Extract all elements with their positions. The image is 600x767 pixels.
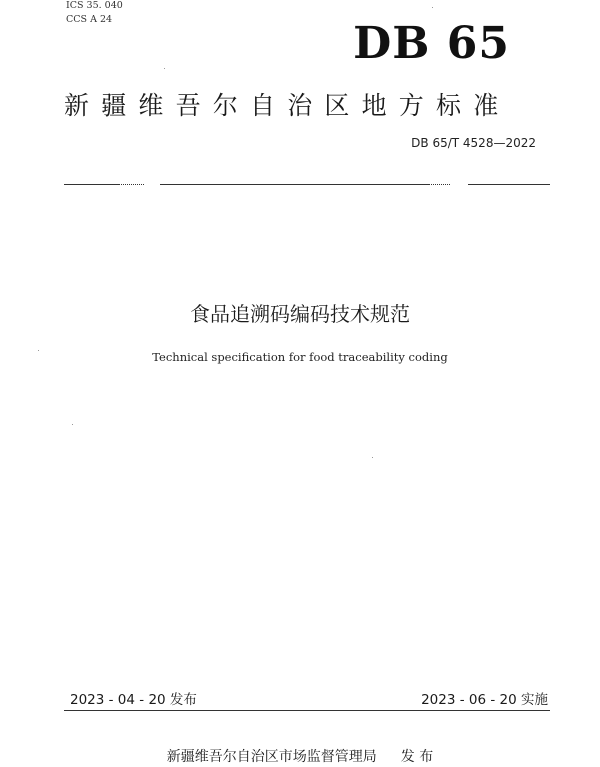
scan-speck: [432, 7, 433, 8]
scan-speck: [38, 350, 39, 351]
ics-code: ICS 35. 040: [66, 0, 123, 11]
scan-speck: [72, 424, 73, 425]
document-title-english: Technical specification for food traceability coding: [152, 350, 448, 364]
issuer-name: 新疆维吾尔自治区市场监督管理局: [166, 749, 377, 765]
standard-type-heading: 新疆维吾尔自治区地方标准: [64, 91, 511, 120]
issuer-action: 发 布: [400, 749, 434, 765]
scan-speck: [164, 68, 165, 69]
issuer-line: [0, 746, 600, 766]
ccs-code: CCS A 24: [66, 14, 113, 25]
footer-divider: [64, 710, 550, 711]
standard-number: DB 65/T 4528—2022: [411, 136, 536, 150]
standard-code-logo: DB 65: [353, 18, 510, 69]
document-title-chinese: 食品追溯码编码技术规范: [190, 302, 410, 326]
implementation-date: 2023 - 06 - 20 实施: [421, 692, 548, 708]
scan-speck: [372, 457, 373, 458]
issue-date: 2023 - 04 - 20 发布: [70, 692, 197, 708]
